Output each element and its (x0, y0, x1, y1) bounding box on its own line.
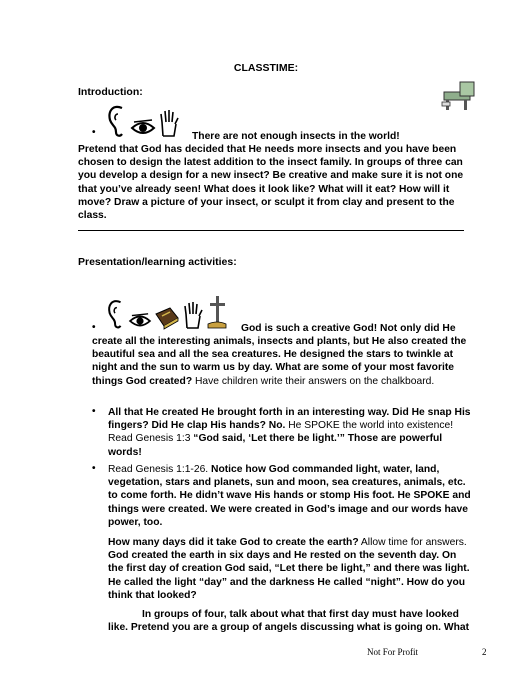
days-question: How many days did it take God to create the earth? (108, 537, 359, 548)
bullet-marker: • (92, 127, 96, 138)
bullet3-plain: Read Genesis 1:1-26. (108, 464, 212, 475)
cross-icon (206, 294, 228, 330)
eye-icon (130, 118, 156, 138)
bullet2-bold-a: All that He created He brought forth in an interesting way. Did He snap His fingers? Did He clap His hands? No. (108, 407, 471, 432)
presentation-heading: Presentation/learning activities: (78, 256, 237, 268)
bullet2-plain: He SPOKE the world into existence! Read Genesis 1:3 (108, 420, 454, 445)
bullet-marker: • (92, 406, 96, 417)
bullet1-first-line (241, 322, 473, 335)
intro-hook: There are not enough insects in the world! (192, 131, 400, 142)
section-divider (78, 230, 464, 231)
bullet1-text (92, 335, 472, 388)
days-explanation: God created the earth in six days and He rested on the seventh day. On the first day of creation God said, “Let there be light,” and there was light. He called the light “day” and the darkness He called “night”. How do you think that looked? (108, 550, 470, 601)
bullet3-bold: Notice how God commanded light, water, land, vegetation, stars and planets, sun and moon, sea creatures, animals, etc. to come forth. He didn’t wave His hands or stomp His foot. He SPOKE and things were created. We were created in God’s image and our words have power, too. (108, 464, 471, 528)
chair-clipart-icon (440, 80, 478, 112)
bullet1-bold: create all the interesting animals, insects and plants, but He also created the beautiful sea and all the sea creatures. He designed the stars to twinkle at night and the sun to warm us by day. What are some of your most favorite things God created? (92, 336, 467, 387)
eye-icon (128, 312, 152, 330)
presentation-icons (106, 294, 228, 330)
bullet-marker: • (92, 463, 96, 474)
bible-icon (154, 306, 180, 330)
bullet1-lead: God is such a creative God! Not only did He (241, 323, 456, 334)
ear-icon (106, 298, 126, 330)
footer-label: Not For Profit (367, 647, 419, 657)
intro-heading: Introduction: (78, 86, 143, 98)
group-activity: In groups of four, talk about what that first day must have looked like. Pretend you are a group of angels discussing what is going on. What (108, 609, 470, 634)
bullet3-text (108, 463, 474, 529)
intro-body: Pretend that God has decided that He needs more insects and you have been chosen to design the latest addition to the insect family. In groups of three can you develop a design for a new insect? Be creative and make sure it is not one that you’ve already seen! What does it look like? What will it eat? How will it move? Draw a picture of your insect, or sculpt it from clay and present to the class. (78, 144, 464, 222)
page-title: CLASSTIME: (233, 62, 299, 74)
ear-icon (106, 104, 128, 138)
days-paragraph (108, 536, 474, 602)
bullet1-plain: Have children write their answers on the chalkboard. (192, 375, 435, 387)
page-number: 2 (482, 647, 487, 657)
hand-icon (182, 300, 204, 330)
group-paragraph (108, 608, 474, 634)
bullet2-bold-b: “God said, ‘Let there be light.’” Those are powerful words! (108, 433, 443, 458)
intro-icons (106, 104, 180, 138)
bullet2-text (108, 406, 474, 459)
hand-icon (158, 108, 180, 138)
days-instruction: Allow time for answers. (358, 537, 467, 548)
bullet-marker: • (92, 322, 96, 333)
